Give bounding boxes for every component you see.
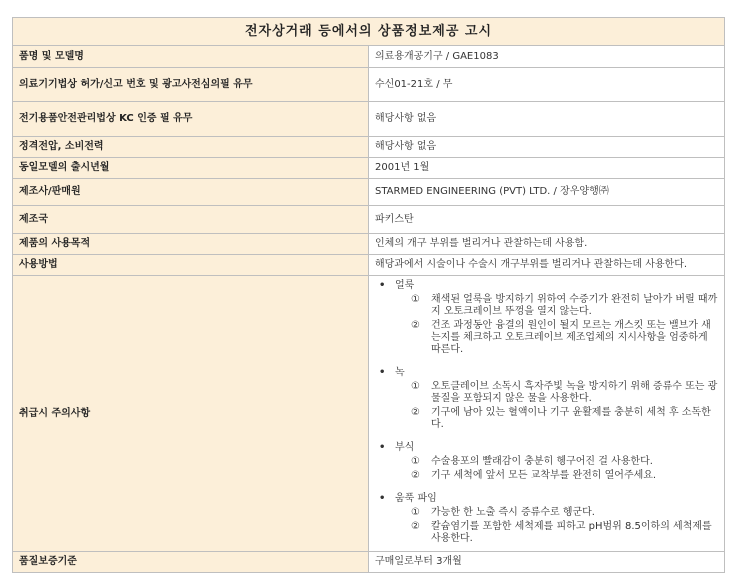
item-text: 칼슘염기를 포함한 세척제를 피하고 pH범위 8.5이하의 세척제를 사용한다.: [431, 521, 712, 544]
product-info-table: [12, 17, 725, 573]
product-info-notice: [12, 17, 725, 573]
item-number: ②: [411, 521, 420, 532]
row-value-product-name: 의료용개공기구 / GAE1083: [369, 46, 725, 68]
table-row: [13, 234, 725, 255]
row-value-kc: 해당사항 없음: [369, 102, 725, 137]
row-value-permit: 수신01-21호 / 무: [369, 68, 725, 102]
item-number: ①: [411, 507, 420, 518]
bullet-icon: •: [379, 367, 386, 378]
table-row: [13, 255, 725, 276]
row-label-care: 취급시 주의사항: [13, 276, 369, 552]
row-value-release: 2001년 1월: [369, 158, 725, 179]
item-text: 가능한 한 노출 즉시 증류수로 헹군다.: [431, 507, 595, 518]
item-text: 수술용포의 빨래감이 충분히 헹구어진 걸 사용한다.: [431, 456, 653, 467]
row-value-usage: 해당과에서 시술이나 수술시 개구부위를 벌리거나 관찰하는데 사용한다.: [369, 255, 725, 276]
table-row: [13, 276, 725, 552]
item-text: 오토클레이브 소독시 흑자주빛 녹을 방지하기 위해 증류수 또는 광물질을 포함되지 않은 물을 사용한다.: [431, 381, 718, 404]
row-label-permit: 의료기기법상 허가/신고 번호 및 광고사전심의필 유무: [13, 68, 369, 102]
care-content: [369, 276, 725, 552]
bullet-icon: •: [379, 493, 386, 504]
title-row: [13, 18, 725, 46]
row-value-warranty: 구매일로부터 3개월: [369, 552, 725, 573]
table-title: 전자상거래 등에서의 상품정보제공 고시: [13, 18, 725, 46]
care-section-pitting: [375, 493, 718, 545]
row-label-country: 제조국: [13, 206, 369, 234]
care-section-title: 얼룩: [395, 280, 415, 291]
row-label-release: 동일모델의 출시년월: [13, 158, 369, 179]
item-number: ①: [411, 381, 420, 392]
row-label-manufacturer: 제조사/판매원: [13, 179, 369, 206]
item-text: 건조 과정동안 융결의 원인이 될지 모르는 개스킷 또는 밸브가 새는지를 체크하고 오토크레이브 제조업체의 지시사항을 엄중하게 따른다.: [431, 320, 711, 355]
care-section-title: 녹: [395, 367, 405, 378]
row-value-manufacturer: STARMED ENGINEERING (PVT) LTD. / 장우양행㈜: [369, 179, 725, 206]
row-value-voltage: 해당사항 없음: [369, 137, 725, 158]
table-row: [13, 137, 725, 158]
row-value-country: 파키스탄: [369, 206, 725, 234]
table-row: [13, 158, 725, 179]
table-row: [13, 206, 725, 234]
row-value-purpose: 인체의 개구 부위를 벌리거나 관찰하는데 사용함.: [369, 234, 725, 255]
row-label-usage: 사용방법: [13, 255, 369, 276]
row-label-kc: 전기용품안전관리법상 KC 인증 필 유무: [13, 102, 369, 137]
care-section-rust: [375, 367, 718, 431]
item-number: ②: [411, 470, 420, 481]
bullet-icon: •: [379, 442, 386, 453]
table-row: [13, 552, 725, 573]
item-number: ②: [411, 320, 420, 331]
table-row: [13, 102, 725, 137]
row-label-product-name: 품명 및 모델명: [13, 46, 369, 68]
care-section-corrosion: [375, 442, 718, 482]
item-text: 기구에 남아 있는 혈액이나 기구 윤활제를 충분히 세척 후 소독한다.: [431, 407, 711, 430]
care-section-stain: [375, 280, 718, 356]
item-number: ①: [411, 456, 420, 467]
table-row: [13, 68, 725, 102]
care-section-title: 부식: [395, 442, 415, 453]
table-row: [13, 179, 725, 206]
row-label-purpose: 제품의 사용목적: [13, 234, 369, 255]
item-number: ②: [411, 407, 420, 418]
item-text: 채색된 얼룩을 방지하기 위하여 수증기가 완전히 날아가 버릴 때까지 오토크레이브 뚜껑을 열지 않는다.: [431, 294, 718, 317]
row-label-voltage: 정격전압, 소비전력: [13, 137, 369, 158]
care-section-title: 움푹 파임: [395, 493, 437, 504]
row-label-warranty: 품질보증기준: [13, 552, 369, 573]
table-row: [13, 46, 725, 68]
item-text: 기구 세척에 앞서 모든 교착부를 완전히 열어주세요.: [431, 470, 657, 481]
item-number: ①: [411, 294, 420, 305]
bullet-icon: •: [379, 280, 386, 291]
